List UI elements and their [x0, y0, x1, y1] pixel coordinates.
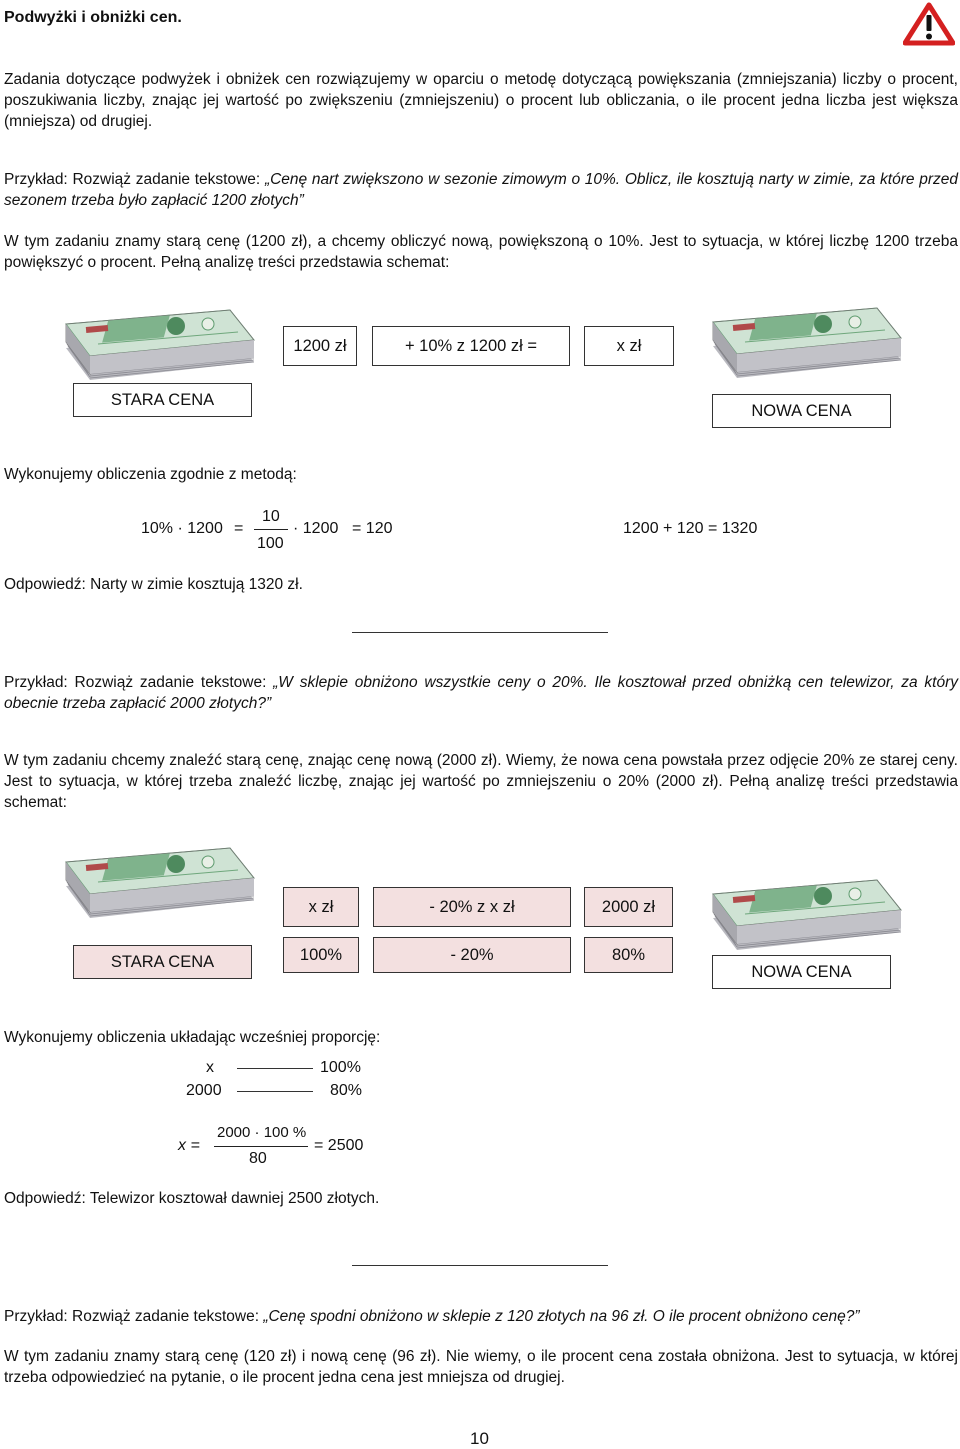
- example2-lead: Przykład: Rozwiąż zadanie tekstowe:: [4, 674, 274, 691]
- warning-triangle-icon: [903, 2, 955, 51]
- banknote-stack-icon: [705, 866, 905, 956]
- schema2-operation-box: - 20% z x zł: [373, 887, 571, 927]
- old-price-label: STARA CENA: [73, 383, 252, 417]
- proportion-c: 2000: [186, 1082, 222, 1099]
- example2-task: „W sklepie obniżono wszystkie ceny o 20%. Ile kosztował przed obniżką cen telewizor, za który obecnie trzeba zapłacić 2000 złotych?”: [4, 674, 958, 712]
- section-divider: [352, 632, 608, 633]
- example1-prompt: [4, 169, 958, 211]
- example1-analysis: W tym zadaniu znamy starą cenę (1200 zł), a chcemy obliczyć nową, powiększoną o 10%. Jest to sytuacja, w której liczbę 1200 trzeba powiększyć o procent. Pełną analizę treści przedstawia schemat:: [4, 233, 958, 271]
- example2-answer: Odpowiedź: Telewizor kosztował dawniej 2500 złotych.: [4, 1190, 380, 1207]
- example3-task: „Cenę spodni obniżono w sklepie z 120 złotych na 96 zł. O ile procent obniżono cenę?”: [263, 1308, 860, 1325]
- banknote-stack-icon: [705, 294, 905, 384]
- calc1-numerator: 10: [262, 508, 280, 525]
- example3-analysis: W tym zadaniu znamy starą cenę (120 zł) i nową cenę (96 zł). Nie wiemy, o ile procent cena została obniżona. Jest to sytuacja, w której trzeba odpowiedzieć na pytanie, o ile procent jedna cena jest mniejsza od drugiej.: [4, 1348, 958, 1386]
- page-title: Podwyżki i obniżki cen.: [4, 9, 182, 26]
- example2-prompt: [4, 672, 958, 714]
- schema-operation-box: + 10% z 1200 zł =: [372, 326, 570, 366]
- banknote-stack-icon: [58, 296, 258, 386]
- banknote-stack-icon: [58, 834, 258, 924]
- example1-answer: Odpowiedź: Narty w zimie kosztują 1320 zł.: [4, 576, 303, 593]
- calc1-multiplier: · 1200: [293, 520, 339, 537]
- schema2-old-value-box: x zł: [283, 887, 359, 927]
- example2-method: Wykonujemy obliczenia układając wcześniej proporcję:: [4, 1029, 381, 1046]
- example3-prompt: [4, 1306, 958, 1327]
- example1-lead: Przykład: Rozwiąż zadanie tekstowe:: [4, 171, 265, 188]
- schema-new-value-box: x zł: [584, 326, 674, 366]
- proportion-b: 100%: [320, 1059, 361, 1076]
- schema2-new-percent-box: 80%: [584, 937, 673, 973]
- example2-analysis: W tym zadaniu chcemy znaleźć starą cenę, znając cenę nową (2000 zł). Wiemy, że nowa cena powstała przez odjęcie 20% ze starej ceny. Jest to sytuacja, w której trzeba znaleźć liczbę, znając jej wartość po zmniejszeniu o 20% (2000 zł). Pełną analizę treści przedstawia schemat:: [4, 752, 958, 811]
- calc2-result: = 2500: [314, 1137, 364, 1154]
- example1-method: Wykonujemy obliczenia zgodnie z metodą:: [4, 466, 297, 483]
- new-price-label: NOWA CENA: [712, 394, 891, 428]
- schema-old-value-box: 1200 zł: [283, 326, 357, 366]
- page-number: 10: [470, 1429, 489, 1448]
- example3-lead: Przykład: Rozwiąż zadanie tekstowe:: [4, 1308, 264, 1325]
- proportion-a: x: [206, 1059, 214, 1076]
- proportion-d: 80%: [330, 1082, 363, 1099]
- old-price-label: STARA CENA: [73, 945, 252, 979]
- schema2-old-percent-box: 100%: [283, 937, 359, 973]
- intro-paragraph: Zadania dotyczące podwyżek i obniżek cen rozwiązujemy w oparciu o metodę dotyczącą powiększania (zmniejszania) liczby o procent, poszukiwania liczby, znając jej wartość po zwiększeniu (zmniejszeniu) o procent lub obliczania, o ile procent jedna liczba jest większa (mniejsza) od drugiej.: [4, 71, 958, 130]
- schema2-new-value-box: 2000 zł: [584, 887, 673, 927]
- calc1-denominator: 100: [257, 535, 284, 552]
- calc2-lhs: x =: [178, 1137, 200, 1154]
- schema2-change-percent-box: - 20%: [373, 937, 571, 973]
- section-divider: [352, 1265, 608, 1266]
- calc2-denominator: 80: [249, 1150, 267, 1167]
- calc2-numerator: 2000 · 100 %: [217, 1124, 307, 1141]
- new-price-label: NOWA CENA: [712, 955, 891, 989]
- calc1-sum: 1200 + 120 = 1320: [623, 520, 758, 537]
- calc1-equals: =: [234, 520, 244, 537]
- example1-task: „Cenę nart zwiększono w sezonie zimowym o 10%. Oblicz, ile kosztują narty w zimie, za które przed sezonem trzeba było zapłacić 1200 złotych”: [4, 171, 958, 209]
- calc1-lhs: 10% · 1200: [141, 520, 223, 537]
- calc1-result: = 120: [352, 520, 393, 537]
